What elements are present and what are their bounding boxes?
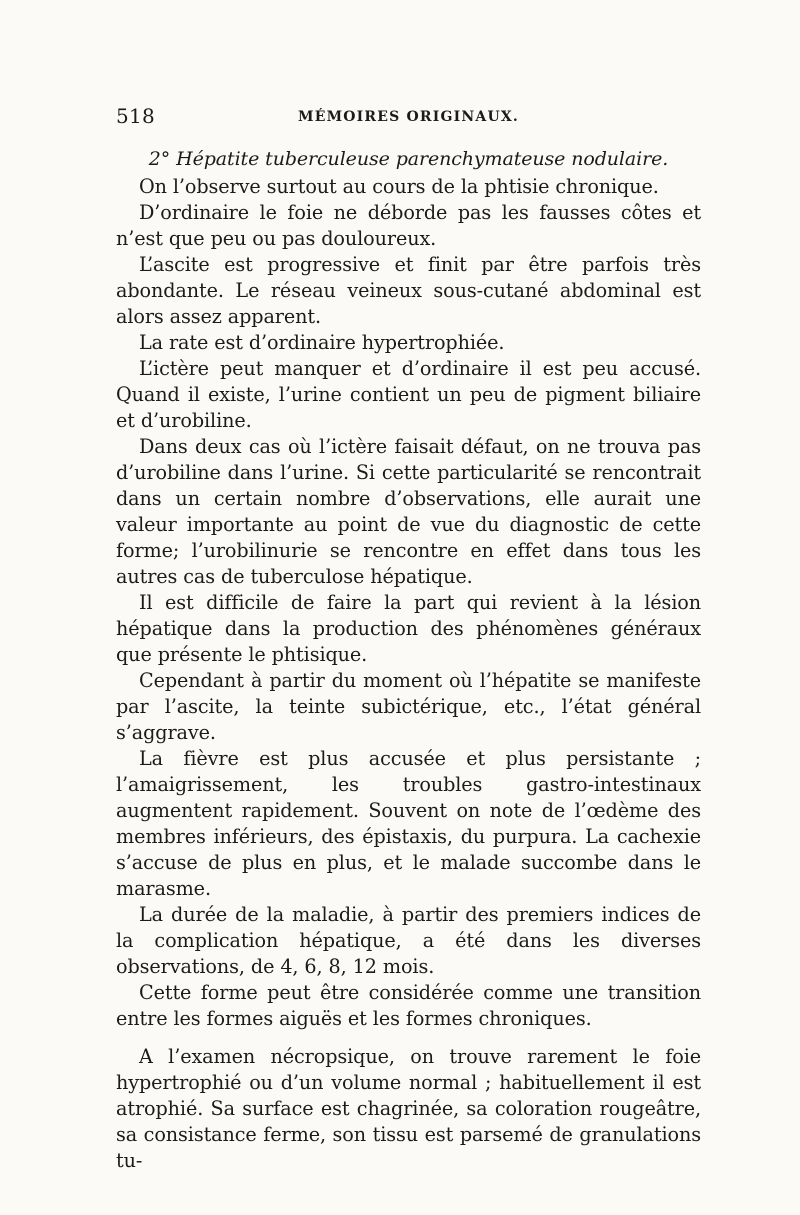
paragraph: A l’examen nécropsique, on trouve rarement le foie hypertrophié ou d’un volume normal ; habituellement il est atrophié. Sa surface est chagrinée, sa coloration rougeâtre, sa consistance ferme, son tissu est parsemé de granulations tu- xyxy=(116,1045,701,1172)
paragraph: D’ordinaire le foie ne déborde pas les fausses côtes et n’est que peu ou pas douloureux. xyxy=(116,201,701,250)
paragraph: On l’observe surtout au cours de la phtisie chronique. xyxy=(139,175,659,198)
section-subtitle: 2° Hépatite tuberculeuse parenchymateuse nodulaire. xyxy=(148,148,669,170)
running-header xyxy=(116,104,701,132)
paragraph: Il est difficile de faire la part qui revient à la lésion hépatique dans la production des phénomènes généraux que présente le phtisique. xyxy=(116,591,701,666)
paragraph: La fièvre est plus accusée et plus persistante ; l’amaigrissement, les troubles gastro-intestinaux augmentent rapidement. Souvent on note de l’œdème des membres inférieurs, des épistaxis, du purpura. La cachexie s’accuse de plus en plus, et le malade succombe dans le marasme. xyxy=(116,747,701,900)
paragraph: La durée de la maladie, à partir des premiers indices de la complication hépatique, a été dans les diverses observations, de 4, 6, 8, 12 mois. xyxy=(116,903,701,978)
body-text xyxy=(116,146,701,1174)
paragraph: Dans deux cas où l’ictère faisait défaut, on ne trouva pas d’urobiline dans l’urine. Si cette particularité se rencontrait dans un certain nombre d’observations, elle aurait une valeur importante au point de vue du diagnostic de cette forme; l’urobilinurie se rencontre en effet dans tous les autres cas de tuberculose hépatique. xyxy=(116,435,701,588)
running-header-title: MÉMOIRES ORIGINAUX. xyxy=(298,109,519,125)
paragraph: Cependant à partir du moment où l’hépatite se manifeste par l’ascite, la teinte subictérique, etc., l’état général s’aggrave. xyxy=(116,669,701,744)
page-number: 518 xyxy=(116,104,156,128)
paragraph: La rate est d’ordinaire hypertrophiée. xyxy=(139,331,505,354)
paragraph: Cette forme peut être considérée comme une transition entre les formes aiguës et les formes chroniques. xyxy=(116,981,701,1030)
paragraph: L’ascite est progressive et finit par être parfois très abondante. Le réseau veineux sous-cutané abdominal est alors assez apparent. xyxy=(116,253,701,328)
paragraph: L’ictère peut manquer et d’ordinaire il est peu accusé. Quand il existe, l’urine contient un peu de pigment biliaire et d’urobiline. xyxy=(116,357,701,432)
